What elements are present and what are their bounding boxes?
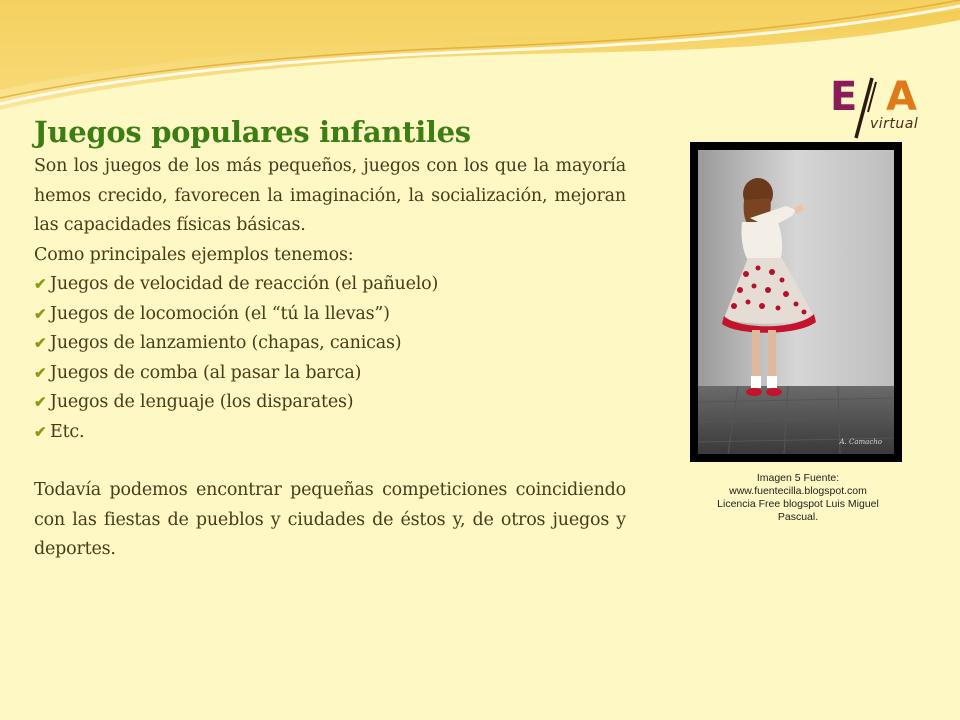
- header-wave-decoration: [0, 0, 960, 130]
- checkmark-icon: ✔: [34, 363, 47, 382]
- checkmark-icon: ✔: [34, 275, 47, 293]
- checkmark-icon: ✔: [34, 304, 47, 323]
- photo-signature: A. Camacho: [839, 438, 882, 446]
- checkmark-icon: ✔: [34, 422, 47, 441]
- text-content: [34, 112, 626, 565]
- list-item: ✔ Juegos de locomoción (el “tú la llevas”): [34, 300, 626, 330]
- image-caption: [700, 472, 896, 524]
- caption-line: Imagen 5 Fuente:: [756, 472, 840, 484]
- intro-paragraph: Son los juegos de los más pequeños, juegos con los que la mayoría hemos crecido, favorecen la imaginación, la socialización, mejoran las capacidades físicas básicas.: [34, 156, 626, 235]
- list-item: ✔ Juegos de lenguaje (los disparates): [34, 388, 626, 418]
- logo-subtitle: virtual: [870, 116, 919, 132]
- examples-heading: Como principales ejemplos tenemos:: [34, 244, 354, 265]
- checkmark-icon: ✔: [34, 393, 47, 411]
- checkmark-icon: ✔: [34, 334, 47, 352]
- list-item: ✔ Etc.: [34, 418, 626, 448]
- list-item: ✔ Juegos de lanzamiento (chapas, canicas): [34, 329, 626, 359]
- girl-at-wall-photo: [698, 150, 894, 454]
- photo-frame: [690, 142, 902, 462]
- list-item: ✔ Juegos de comba (al pasar la barca): [34, 359, 626, 389]
- logo-mark-icon: [828, 72, 938, 144]
- page-title: Juegos populares infantiles: [34, 115, 471, 149]
- closing-paragraph: Todavía podemos encontrar pequeñas competiciones coincidiendo con las fiestas de pueblos y ciudades de éstos y, de otros juegos y deportes.: [34, 480, 626, 559]
- list-item: ✔ Juegos de velocidad de reacción (el pañuelo): [34, 270, 626, 300]
- caption-line: Licencia Free blogspot Luis Miguel Pascual.: [717, 498, 879, 523]
- svg-text:A: A: [886, 74, 917, 120]
- examples-list: [34, 270, 626, 447]
- svg-text:E: E: [830, 74, 858, 120]
- spacer: [34, 447, 626, 476]
- ea-virtual-logo: [828, 72, 938, 144]
- caption-source-link[interactable]: www.fuentecilla.blogspot.com: [729, 485, 867, 497]
